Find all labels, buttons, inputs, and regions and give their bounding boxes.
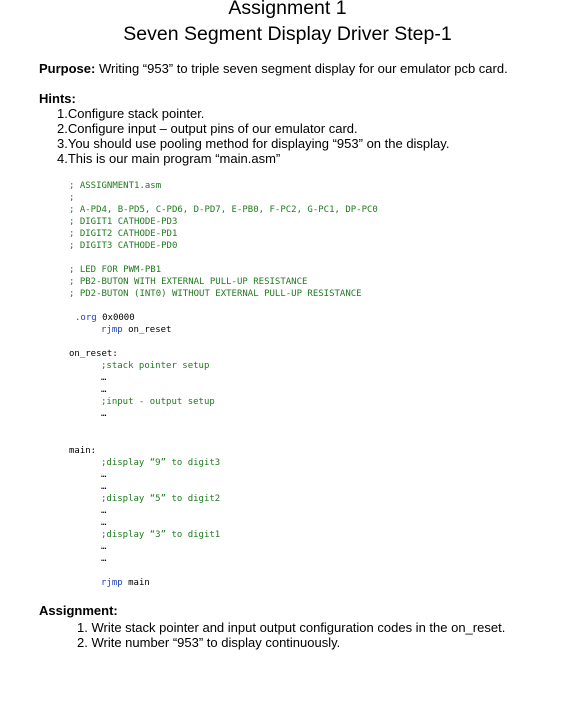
code-comment-display9: ;display “9” to digit3 [101, 458, 221, 468]
purpose-text: Writing “953” to triple seven segment display for our emulator pcb card. [98, 61, 508, 76]
code-comment-stack: ;stack pointer setup [101, 361, 210, 371]
purpose-line [39, 61, 508, 77]
hint-item: 3.You should use pooling method for displaying “953” on the display. [57, 136, 450, 151]
purpose-label: Purpose: [39, 61, 96, 76]
code-main-label: main: [69, 446, 97, 456]
code-comment-display5: ;display “5” to digit2 [101, 494, 221, 504]
assignment-item: 2. Write number “953” to display continuously. [77, 635, 341, 650]
code-rjmp-target: main [128, 578, 150, 588]
code-rjmp-keyword: rjmp [101, 325, 123, 335]
code-rjmp-main [101, 577, 150, 589]
code-comment-blank: ; [69, 193, 75, 203]
code-ellipsis: … [101, 385, 107, 395]
code-ellipsis: … [101, 518, 107, 528]
code-comment-header: ; ASSIGNMENT1.asm [69, 181, 162, 191]
code-comment-led: ; LED FOR PWM-PB1 [69, 265, 162, 275]
title-line-1: Assignment 1 [228, 0, 347, 19]
hint-item: 2.Configure input – output pins of our emulator card. [57, 121, 358, 136]
code-org-directive: .org [75, 313, 97, 323]
code-ellipsis: … [101, 482, 107, 492]
code-comment-pins: ; A-PD4, B-PD5, C-PD6, D-PD7, E-PB0, F-PC2, G-PC1, DP-PC0 [69, 205, 378, 215]
hint-item: 4.This is our main program “main.asm” [57, 151, 281, 166]
code-comment-digit1: ; DIGIT1 CATHODE-PD3 [69, 217, 178, 227]
code-rjmp-target: on_reset [128, 325, 172, 335]
code-comment-display3: ;display “3” to digit1 [101, 530, 221, 540]
assignment-label: Assignment: [39, 603, 118, 618]
code-comment-pb2: ; PB2-BUTON WITH EXTERNAL PULL-UP RESISTANCE [69, 277, 308, 287]
code-on-reset-label: on_reset: [69, 349, 118, 359]
code-comment-io: ;input - output setup [101, 397, 215, 407]
assignment-item: 1. Write stack pointer and input output configuration codes in the on_reset. [77, 620, 506, 635]
code-comment-digit2: ; DIGIT2 CATHODE-PD1 [69, 229, 178, 239]
code-org-line [75, 312, 135, 324]
code-comment-digit3: ; DIGIT3 CATHODE-PD0 [69, 241, 178, 251]
title-line-2: Seven Segment Display Driver Step-1 [123, 23, 452, 45]
code-ellipsis: … [101, 373, 107, 383]
code-ellipsis: … [101, 470, 107, 480]
code-org-value: 0x0000 [102, 313, 135, 323]
code-ellipsis: … [101, 554, 107, 564]
code-rjmp-keyword: rjmp [101, 578, 123, 588]
code-ellipsis: … [101, 506, 107, 516]
code-rjmp-on-reset [101, 324, 171, 336]
hints-label: Hints: [39, 91, 76, 106]
code-ellipsis: … [101, 409, 107, 419]
code-ellipsis: … [101, 542, 107, 552]
hint-item: 1.Configure stack pointer. [57, 106, 205, 121]
code-comment-pd2: ; PD2-BUTON (INT0) WITHOUT EXTERNAL PULL-UP RESISTANCE [69, 289, 362, 299]
